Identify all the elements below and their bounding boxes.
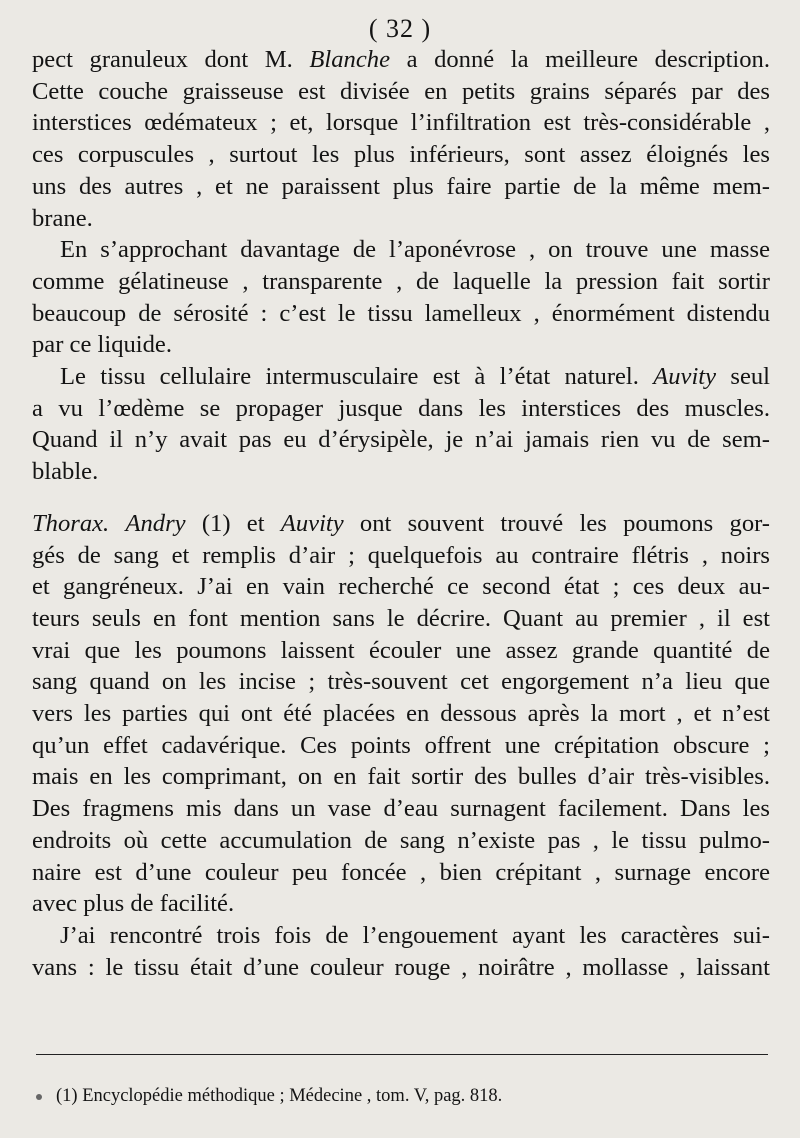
text-line: a vu l’œdème se propager jusque dans les interstices des muscles. bbox=[32, 394, 770, 422]
text-line: vers les parties qui ont été placées en dessous après la mort , et n’est bbox=[32, 700, 770, 728]
paragraph-engouement bbox=[32, 920, 770, 983]
text-line: sang quand on les incise ; très-souvent cet engorgement n’a lieu que bbox=[32, 668, 770, 696]
italic-name: Auvity bbox=[653, 363, 717, 391]
italic-name: Thorax. bbox=[32, 509, 110, 537]
text-line: blable. bbox=[32, 458, 99, 486]
page-number: ( 32 ) bbox=[368, 14, 432, 43]
text-line: comme gélatineuse , transparente , de laquelle la pression fait sortir bbox=[32, 267, 770, 295]
paragraph-skin-layer bbox=[32, 44, 770, 234]
text-line: beaucoup de sérosité : c’est le tissu lamelleux , énormément distendu bbox=[32, 299, 770, 327]
text-line: avec plus de facilité. bbox=[32, 890, 235, 918]
text-line: Thorax. Andry (1) et Auvity ont souvent trouvé les poumons gor- bbox=[32, 509, 770, 537]
text-line: endroits où cette accumulation de sang n’existe pas , le tissu pulmo- bbox=[32, 826, 770, 854]
ink-dot-icon bbox=[34, 1092, 46, 1102]
text-line: pect granuleux dont M. Blanche a donné la meilleure description. bbox=[32, 46, 770, 73]
text-line: Le tissu cellulaire intermusculaire est à l’état naturel. Auvity seul bbox=[60, 363, 770, 391]
text-line: J’ai rencontré trois fois de l’engouement ayant les caractères sui- bbox=[60, 921, 770, 949]
text-line: teurs seuls en font mention sans le décrire. Quant au premier , il est bbox=[32, 604, 770, 632]
text-line: Quand il n’y avait pas eu d’érysipèle, je n’ai jamais rien vu de sem- bbox=[32, 426, 770, 454]
footnote-rule bbox=[36, 1054, 768, 1055]
text-line: vrai que les poumons laissent écouler une assez grande quantité de bbox=[32, 636, 770, 664]
text-line: Cette couche graisseuse est divisée en petits grains séparés par des bbox=[32, 77, 770, 105]
text-line: et gangréneux. J’ai en vain recherché ce second état ; ces deux au- bbox=[32, 573, 770, 601]
paragraph-intermuscular bbox=[32, 361, 770, 488]
italic-name: Andry bbox=[125, 509, 186, 537]
footnote-text: (1) Encyclopédie méthodique ; Médecine , tom. V, pag. 818. bbox=[56, 1086, 503, 1106]
text-line: vans : le tissu était d’une couleur rouge , noirâtre , mollasse , laissant bbox=[32, 953, 770, 981]
text-line: qu’un effet cadavérique. Ces points offrent une crépitation obscure ; bbox=[32, 731, 770, 759]
text-line: naire est d’une couleur peu foncée , bien crépitant , surnage encore bbox=[32, 858, 770, 886]
text-line: gés de sang et remplis d’air ; quelquefois au contraire flétris , noirs bbox=[32, 541, 770, 569]
text-line: uns des autres , et ne paraissent plus faire partie de la même mem- bbox=[32, 172, 770, 200]
italic-name: Blanche bbox=[309, 46, 390, 73]
text-line: par ce liquide. bbox=[32, 331, 172, 359]
text-line: interstices œdémateux ; et, lorsque l’infiltration est très-considérable , bbox=[32, 109, 770, 137]
text-line: mais en les comprimant, on en fait sortir des bulles d’air très-visibles. bbox=[32, 763, 770, 791]
text-line: Des fragmens mis dans un vase d’eau surnagent facilement. Dans les bbox=[32, 795, 770, 823]
footnote bbox=[34, 1083, 774, 1109]
text-line: En s’approchant davantage de l’aponévrose , on trouve une masse bbox=[60, 236, 770, 264]
paragraph-thorax bbox=[32, 508, 770, 920]
text-line: ces corpuscules , surtout les plus inférieurs, sont assez éloignés les bbox=[32, 141, 770, 169]
paragraph-aponeurosis bbox=[32, 234, 770, 361]
body-text bbox=[32, 44, 770, 983]
text-line: brane. bbox=[32, 204, 93, 232]
italic-name: Auvity bbox=[280, 509, 344, 537]
paragraph-gap bbox=[32, 488, 770, 508]
